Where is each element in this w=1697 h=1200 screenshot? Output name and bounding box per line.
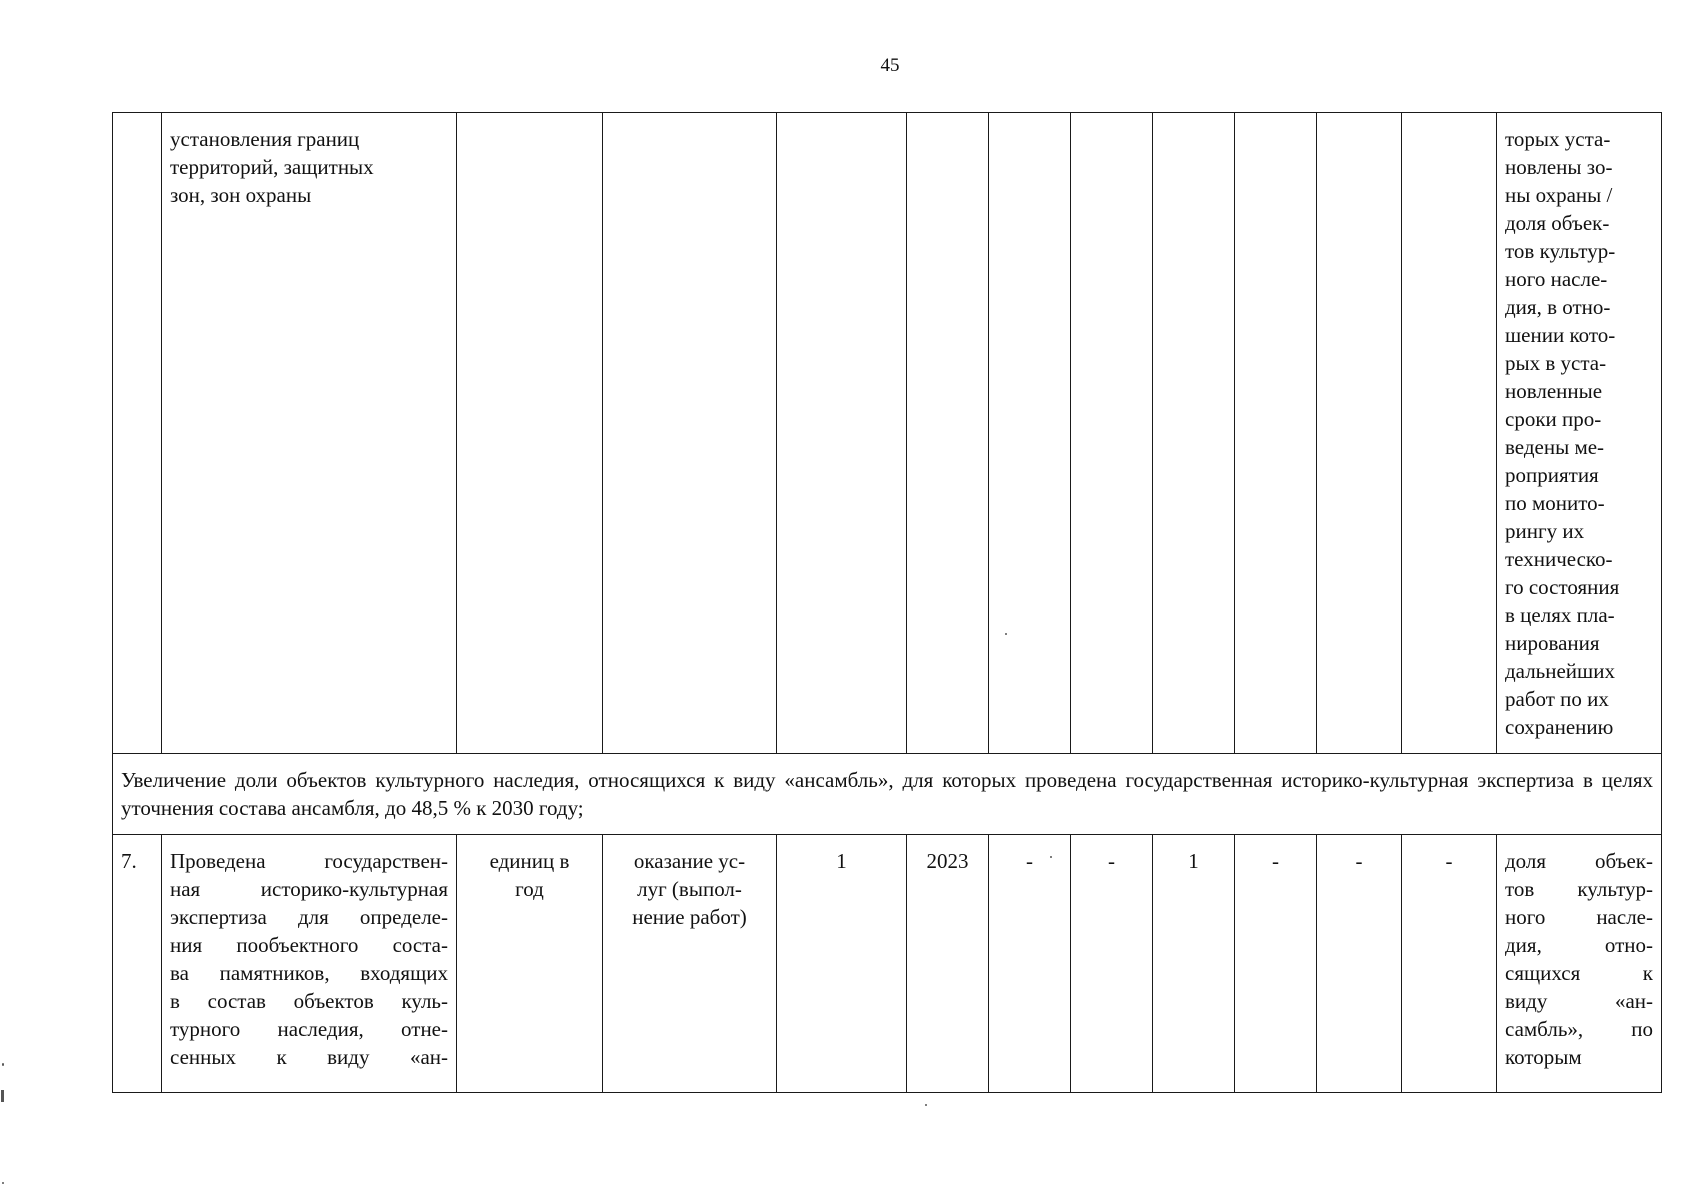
scan-speck: [1005, 633, 1007, 635]
scan-speck: [2, 1182, 4, 1184]
cell-year-4: [1235, 113, 1317, 754]
table-row-section-heading: [113, 754, 1662, 835]
scan-speck: [2, 1063, 4, 1066]
cell-indicator-note: доля объек- тов культур- ного насле- дия, отно- сящихся к виду «ан- самбль», по которым: [1497, 835, 1662, 1093]
cell-year-3: 1: [1153, 835, 1235, 1093]
cell-indicator-note: торых уста- новлены зо- ны охраны / доля объек- тов культур- ного насле- дия, в отно- шении кото- рых в уста- новленные сроки про- ведены ме- роприятия по монито- рингу их техническо- го состояния в целях пла- нирования дальнейших работ по их сохранению: [1497, 113, 1662, 754]
cell-year-3: [1153, 113, 1235, 754]
row-number: 7.: [113, 835, 162, 1093]
cell-unit: [457, 113, 603, 754]
cell-number: [113, 113, 162, 754]
cell-type: оказание ус- луг (выпол- нение работ): [603, 835, 777, 1093]
table-row-7: [113, 835, 1662, 1093]
cell-base-value: 1: [777, 835, 907, 1093]
cell-measure-name: Проведена государствен- ная историко-культурная экспертиза для определе- ния пообъектного соста- ва памятников, входящих в состав объектов куль- турного наследия, отне- сенных к виду «ан-: [162, 835, 457, 1093]
cell-year-4: -: [1235, 835, 1317, 1093]
cell-year-5: [1317, 113, 1402, 754]
cell-year-5: -: [1317, 835, 1402, 1093]
section-goal-text: Увеличение доли объектов культурного наследия, относящихся к виду «ансамбль», для которых проведена государственная историко-культурная экспертиза в целях уточнения состава ансамбля, до 48,5 % к 2030 году;: [113, 754, 1662, 835]
cell-year-2: [1071, 113, 1153, 754]
cell-measure-name: установления границ территорий, защитных зон, зон охраны: [162, 113, 457, 754]
scan-speck: [925, 1104, 927, 1106]
cell-year-1: [989, 113, 1071, 754]
cell-unit: единиц в год: [457, 835, 603, 1093]
page-number: 45: [880, 55, 900, 76]
cell-year-6: [1402, 113, 1497, 754]
scan-speck: [1050, 856, 1052, 858]
cell-base-year: 2023: [907, 835, 989, 1093]
cell-type: [603, 113, 777, 754]
cell-base-year: [907, 113, 989, 754]
cell-base-value: [777, 113, 907, 754]
measures-table: [112, 112, 1662, 1093]
cell-year-6: -: [1402, 835, 1497, 1093]
cell-year-2: -: [1071, 835, 1153, 1093]
cell-year-1: -: [989, 835, 1071, 1093]
scan-speck: [1, 1090, 4, 1102]
table-row-continued: [113, 113, 1662, 754]
